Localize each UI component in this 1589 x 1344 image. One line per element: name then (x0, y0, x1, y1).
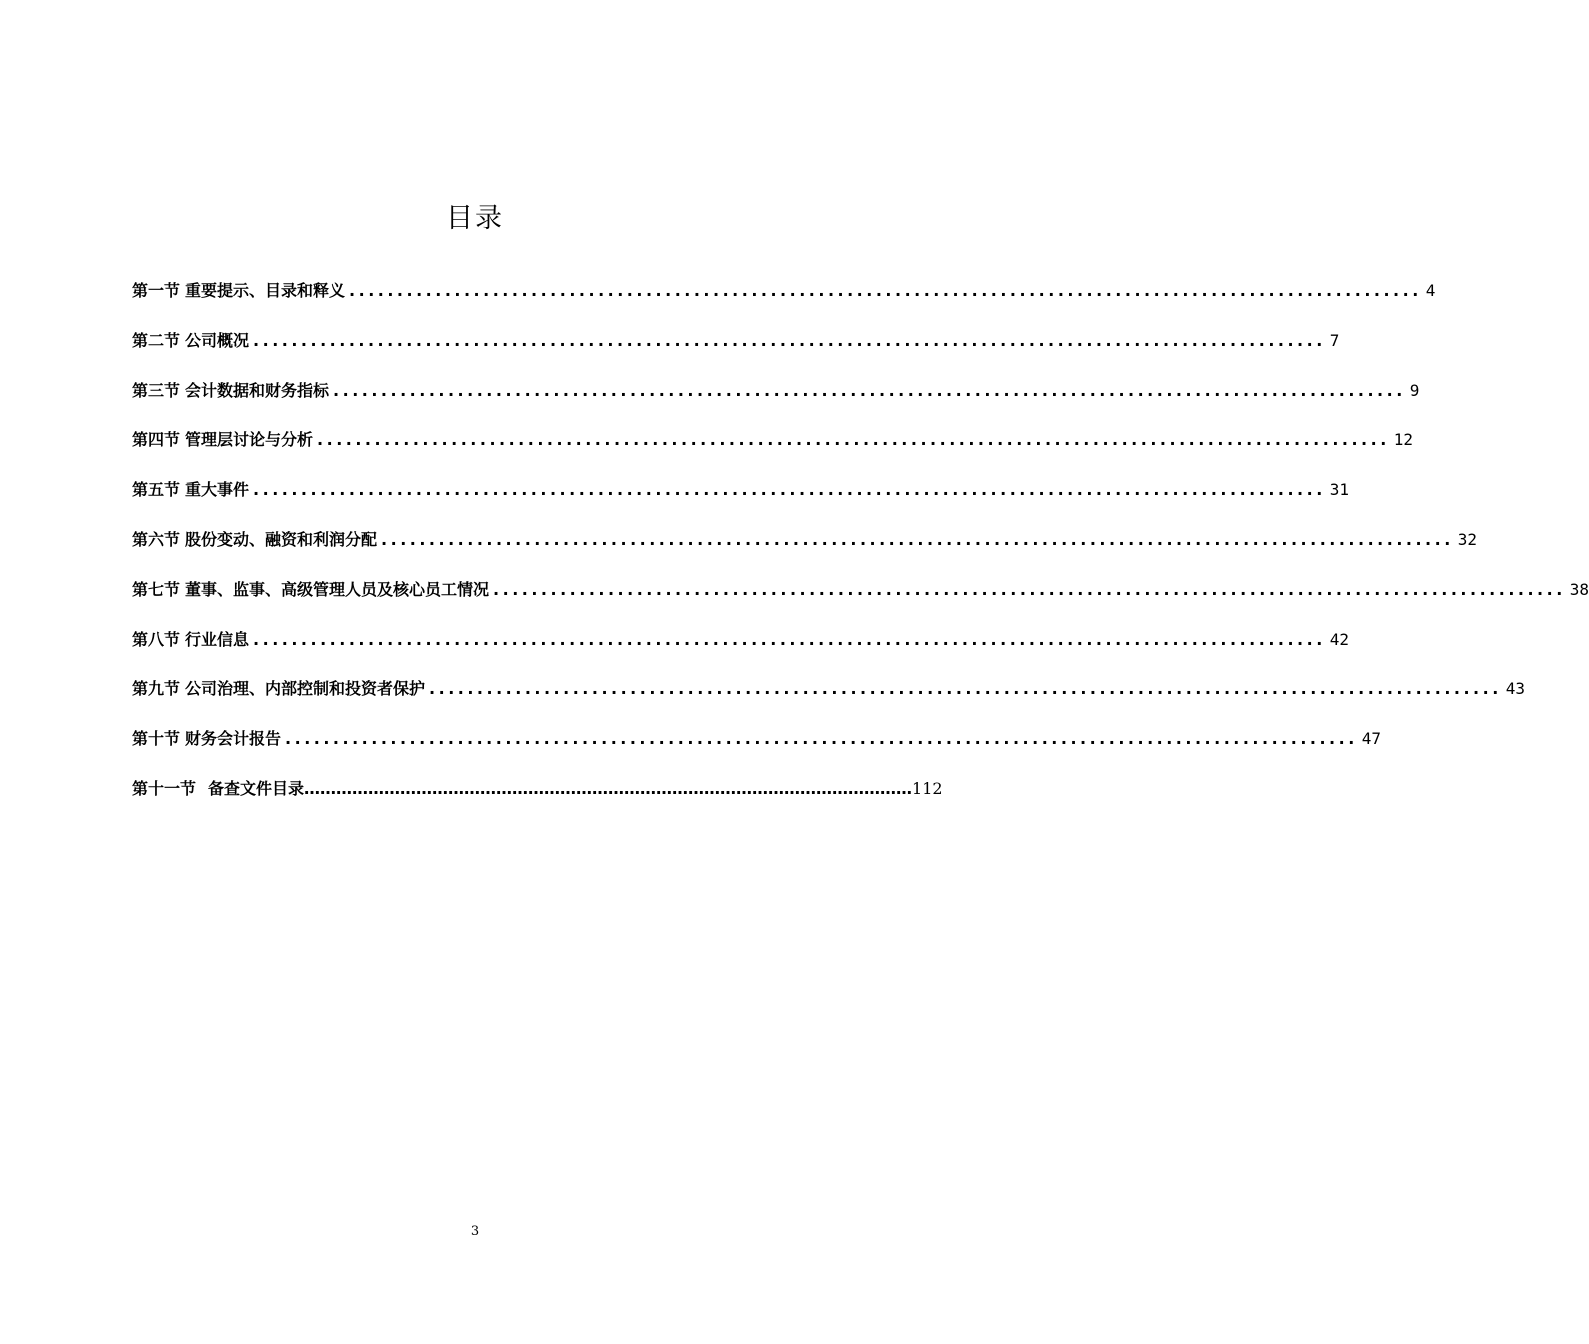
toc-leader-dots: ................................................................................................................ (253, 330, 1326, 350)
toc-leader-dots: ................................................................................................................ (253, 629, 1326, 649)
toc-section: 第十一节 (132, 778, 197, 798)
toc-page-number: 43 (1505, 679, 1526, 699)
toc-page-number: 42 (1329, 629, 1350, 649)
toc-page-number: 7 (1329, 330, 1340, 350)
toc-leader-dots: ................................................................................................................ (285, 729, 1358, 749)
toc-entry[interactable] (132, 427, 1414, 477)
toc-section: 第八节 (132, 629, 181, 649)
toc-page-number: 47 (1361, 729, 1382, 749)
toc-entry[interactable] (132, 627, 1350, 677)
toc-entry[interactable] (132, 726, 1382, 776)
toc-heading: 公司治理、内部控制和投资者保护 (185, 679, 426, 699)
page-number: 3 (470, 1224, 480, 1239)
toc-section: 第七节 (132, 579, 181, 599)
toc-heading: 会计数据和财务指标 (185, 380, 330, 400)
table-of-contents (132, 278, 1589, 826)
toc-leader-dots: ................................................................................................................ (429, 679, 1502, 699)
toc-entry[interactable] (132, 477, 1350, 527)
toc-section: 第六节 (132, 529, 181, 549)
toc-heading: 重要提示、目录和释义 (185, 281, 346, 300)
toc-section: 第十节 (132, 729, 181, 749)
toc-page-number: 31 (1329, 480, 1350, 500)
toc-entry[interactable] (132, 527, 1478, 577)
toc-section: 第九节 (132, 679, 181, 699)
toc-entry[interactable] (132, 328, 1340, 378)
toc-section: 第三节 (132, 380, 181, 400)
toc-page-number: 4 (1425, 281, 1436, 300)
toc-page-number: 9 (1409, 380, 1420, 400)
toc-section: 第一节 (132, 281, 181, 300)
toc-section: 第五节 (132, 480, 181, 500)
toc-leader-dots: ................................................................................................................ (317, 430, 1390, 450)
toc-entry[interactable] (132, 577, 1589, 627)
toc-heading: 财务会计报告 (185, 729, 282, 749)
toc-leader-dots: ................................................................................................................ (333, 380, 1406, 400)
page-title: 目录 (446, 203, 504, 234)
toc-section: 第四节 (132, 430, 181, 450)
toc-entry[interactable] (132, 676, 1526, 726)
toc-heading: 备查文件目录 (208, 778, 305, 798)
toc-entry[interactable] (132, 278, 1436, 328)
toc-section: 第二节 (132, 330, 181, 350)
toc-page-number: 38 (1569, 579, 1589, 599)
toc-leader-dots: …………………………………………………………………………………………………… (304, 778, 913, 798)
toc-heading: 公司概况 (185, 330, 250, 350)
toc-entry[interactable] (132, 776, 943, 826)
toc-leader-dots: ................................................................................................................ (349, 281, 1422, 300)
toc-page-number: 12 (1393, 430, 1414, 450)
toc-heading: 行业信息 (185, 629, 250, 649)
toc-leader-dots: ................................................................................................................ (381, 529, 1454, 549)
toc-page-number: 112 (912, 778, 943, 798)
toc-leader-dots: ................................................................................................................ (253, 480, 1326, 500)
toc-heading: 股份变动、融资和利润分配 (185, 529, 378, 549)
toc-heading: 重大事件 (185, 480, 250, 500)
toc-leader-dots: ................................................................................................................ (493, 579, 1566, 599)
toc-heading: 董事、监事、高级管理人员及核心员工情况 (185, 579, 490, 599)
toc-page-number: 32 (1457, 529, 1478, 549)
toc-entry[interactable] (132, 378, 1420, 428)
toc-heading: 管理层讨论与分析 (185, 430, 314, 450)
